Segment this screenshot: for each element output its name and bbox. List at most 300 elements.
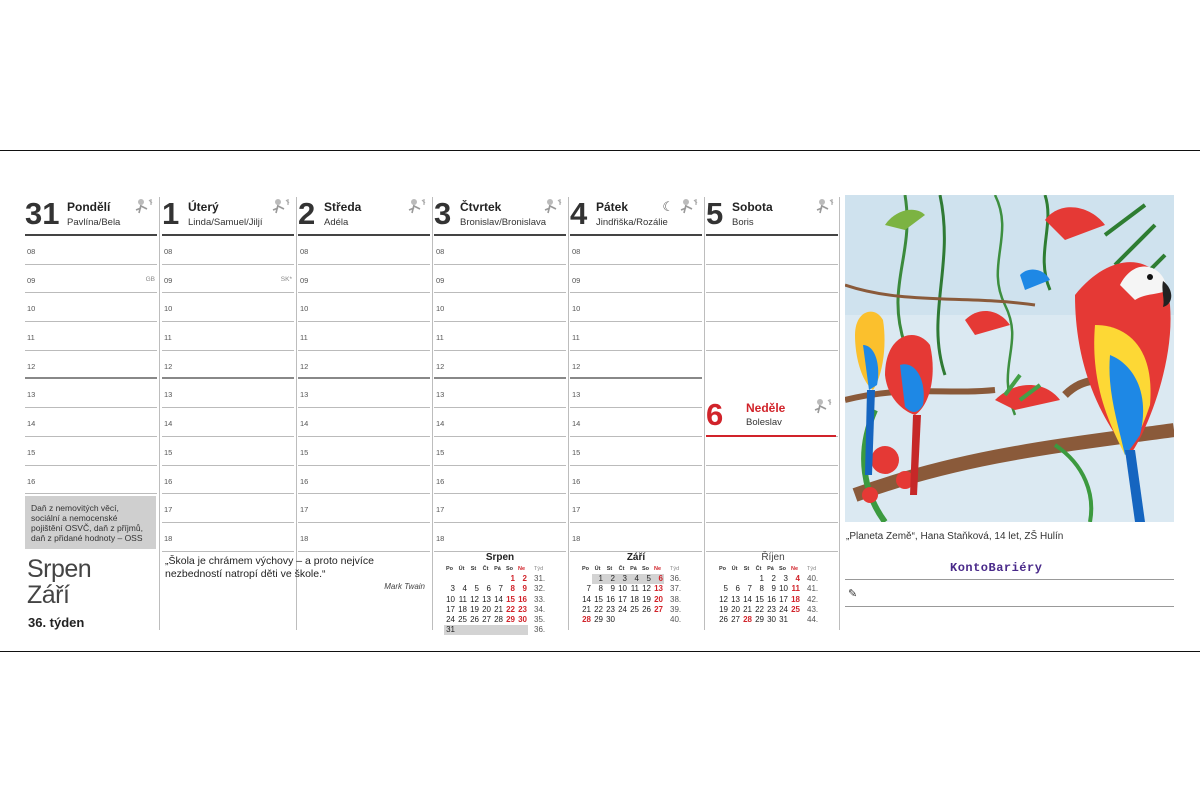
hour-label: 09 [164, 275, 173, 285]
hour-label: 12 [436, 361, 445, 371]
hour-slot[interactable] [570, 351, 702, 380]
weekday-header: Ne [517, 566, 526, 572]
hour-slot[interactable] [570, 236, 702, 265]
hour-label: 12 [164, 361, 173, 371]
date-cell [480, 574, 492, 584]
date-cell: 7 [747, 584, 752, 594]
hour-slot[interactable] [706, 466, 838, 495]
date-cell: 26 [719, 615, 728, 625]
current-month: Srpen [27, 555, 92, 583]
date-cell: 5 [640, 574, 652, 584]
week-number-cell: 40. [670, 615, 682, 625]
hour-slot[interactable] [162, 494, 294, 523]
hour-slot[interactable] [162, 265, 294, 294]
date-cell: 12 [719, 594, 728, 604]
week-number-cell: 36. [534, 625, 546, 635]
hour-slot[interactable] [298, 408, 430, 437]
date-cell: 13 [731, 594, 740, 604]
date-cell [640, 615, 652, 625]
mini-calendar-title: Srpen [485, 552, 515, 563]
date-cell: 13 [654, 584, 663, 594]
hour-label: 16 [164, 476, 173, 486]
weekday-header: Čt [482, 566, 489, 572]
date-cell: 14 [582, 594, 591, 604]
hour-slot[interactable] [434, 437, 566, 466]
date-cell: 9 [522, 584, 527, 594]
page-bottom-rule [0, 651, 1200, 652]
hour-slot[interactable] [434, 351, 566, 380]
virgo-zodiac-icon [542, 197, 564, 215]
hour-slot[interactable] [25, 265, 157, 294]
hour-slot[interactable] [434, 466, 566, 495]
day-name: Neděle [746, 401, 786, 415]
hour-label: 10 [300, 304, 309, 314]
weekday-header: Po [445, 566, 454, 572]
date-cell: 27 [482, 615, 491, 625]
virgo-zodiac-icon [133, 197, 155, 215]
date-cell: 1 [592, 574, 604, 584]
hour-slot[interactable] [706, 437, 838, 466]
date-cell: 30 [518, 615, 527, 625]
date-cell: 16 [606, 594, 615, 604]
date-cell: 28 [494, 615, 503, 625]
hour-slot[interactable] [570, 293, 702, 322]
day-number: 3 [434, 196, 452, 231]
hour-label: 11 [300, 333, 308, 343]
hour-label: 15 [27, 447, 36, 457]
column-divider [159, 197, 160, 630]
date-cell: 15 [755, 594, 764, 604]
date-cell: 23 [767, 604, 776, 614]
week-number-cell: 36. [670, 574, 682, 584]
date-cell: 11 [630, 584, 639, 594]
date-cell: 14 [743, 594, 752, 604]
date-cell: 26 [642, 604, 651, 614]
day-number: 6 [706, 397, 724, 432]
week-number-cell: 34. [534, 604, 546, 614]
quote-author: Mark Twain [384, 582, 425, 591]
hour-slot[interactable] [570, 408, 702, 437]
mini-calendar-grid [717, 564, 829, 625]
parrots-artwork-image [845, 195, 1174, 522]
hour-label: 11 [164, 333, 172, 343]
date-cell: 17 [779, 594, 788, 604]
hour-slot[interactable] [25, 466, 157, 495]
hour-slot[interactable] [25, 236, 157, 265]
hour-rows [706, 236, 838, 552]
hour-label: 17 [572, 505, 581, 515]
hour-slot[interactable] [298, 265, 430, 294]
hour-slot[interactable] [706, 494, 838, 523]
date-cell: 17 [618, 594, 627, 604]
date-cell: 4 [795, 574, 800, 584]
page-top-rule [0, 150, 1200, 151]
mini-calendar-grid [444, 564, 556, 635]
hour-label: 13 [27, 390, 36, 400]
day-column[interactable] [434, 195, 566, 550]
tax-deadline-note: Daň z nemovitých věcí, sociální a nemocenské pojištění OSVČ, daň z příjmů, daň z přidané hodnoty – OSS [25, 496, 156, 549]
hour-label: 15 [436, 447, 445, 457]
date-cell: 17 [446, 604, 455, 614]
date-cell: 11 [458, 594, 467, 604]
week-number-cell: 38. [670, 594, 682, 604]
date-cell: 10 [618, 584, 627, 594]
hour-rows [298, 236, 430, 552]
hour-slot[interactable] [434, 523, 566, 552]
weekday-header: Ne [653, 566, 662, 572]
week-number-cell: 32. [534, 584, 546, 594]
hour-slot[interactable] [434, 494, 566, 523]
hour-label: 13 [572, 390, 581, 400]
hour-label: 16 [27, 476, 36, 486]
weekday-header: Po [718, 566, 727, 572]
hour-slot[interactable] [298, 351, 430, 380]
hour-slot[interactable] [706, 236, 838, 265]
hour-slot[interactable] [298, 437, 430, 466]
hour-label: 18 [300, 533, 309, 543]
date-cell: 22 [506, 604, 515, 614]
hour-slot[interactable] [570, 379, 702, 408]
date-cell: 29 [594, 615, 603, 625]
date-cell: 25 [630, 604, 639, 614]
hour-label: 08 [300, 247, 309, 256]
date-cell: 12 [470, 594, 479, 604]
column-divider [432, 197, 433, 630]
konto-bariery-logo: KontoBariéry [950, 561, 1043, 575]
date-cell [492, 574, 504, 584]
day-header [25, 195, 157, 236]
note-line [845, 606, 1174, 607]
date-cell: 27 [654, 604, 663, 614]
date-cell: 22 [755, 604, 764, 614]
hour-slot[interactable] [162, 408, 294, 437]
date-cell: 4 [462, 584, 467, 594]
name-day: Bronislav/Bronislava [460, 217, 547, 228]
hour-rows [434, 236, 566, 552]
day-header [570, 195, 702, 236]
date-cell: 4 [628, 574, 640, 584]
week-number-cell: 44. [807, 615, 819, 625]
date-cell: 1 [759, 574, 764, 584]
day-name: Čtvrtek [460, 200, 502, 214]
hour-slot[interactable] [162, 379, 294, 408]
hour-slot[interactable] [162, 437, 294, 466]
date-cell: 19 [470, 604, 479, 614]
hour-slot[interactable] [298, 236, 430, 265]
date-cell [729, 574, 741, 584]
date-cell: 22 [594, 604, 603, 614]
date-cell: 6 [735, 584, 740, 594]
date-cell [468, 574, 480, 584]
weekday-header: St [606, 566, 613, 572]
mini-calendar-rijen [717, 552, 829, 625]
date-cell: 18 [791, 594, 800, 604]
hour-label: 12 [27, 361, 36, 371]
hour-label: 10 [27, 304, 36, 314]
hour-slot[interactable] [434, 265, 566, 294]
day-header [298, 195, 430, 236]
column-divider [568, 197, 569, 630]
hour-rows [25, 236, 157, 494]
date-cell: 1 [510, 574, 515, 584]
date-cell: 10 [446, 594, 455, 604]
date-cell: 2 [604, 574, 616, 584]
hour-label: 14 [436, 419, 445, 429]
date-cell: 19 [642, 594, 651, 604]
week-number-cell: 39. [670, 604, 682, 614]
date-cell: 9 [610, 584, 615, 594]
date-cell: 3 [783, 574, 788, 584]
name-day: Jindřiška/Rozálie [596, 217, 668, 228]
hour-label: 14 [300, 419, 309, 429]
week-number-cell: 41. [807, 584, 819, 594]
hour-label: 18 [164, 533, 173, 543]
date-cell [516, 625, 528, 635]
hour-slot[interactable] [570, 322, 702, 351]
day-column[interactable] [570, 195, 702, 550]
date-cell: 23 [518, 604, 527, 614]
day-header [434, 195, 566, 236]
day-name: Středa [324, 200, 362, 214]
hour-label: 15 [164, 447, 173, 457]
weekday-header: So [641, 566, 650, 572]
hour-label: 09 [300, 275, 309, 285]
hour-label: 17 [436, 505, 445, 515]
weekday-header: Pá [630, 566, 637, 572]
hour-slot[interactable] [570, 523, 702, 552]
hour-slot[interactable] [570, 466, 702, 495]
column-divider [839, 197, 840, 630]
hour-slot[interactable] [25, 379, 157, 408]
virgo-zodiac-icon [678, 197, 700, 215]
hour-label: 09 [27, 275, 36, 285]
weekday-header: St [743, 566, 750, 572]
hour-label: 14 [164, 419, 173, 429]
date-cell [580, 574, 592, 584]
date-cell: 13 [482, 594, 491, 604]
hour-label: 13 [164, 390, 173, 400]
hour-slot[interactable] [25, 322, 157, 351]
day-number: 2 [298, 196, 316, 231]
hour-slot[interactable] [25, 293, 157, 322]
date-cell: 8 [759, 584, 764, 594]
hour-label: 08 [27, 247, 36, 256]
hour-label: 12 [300, 361, 309, 371]
date-cell [492, 625, 504, 635]
date-cell [468, 625, 480, 635]
date-cell: 31 [444, 625, 456, 635]
date-cell: 8 [598, 584, 603, 594]
date-cell: 27 [731, 615, 740, 625]
hour-slot[interactable] [298, 293, 430, 322]
date-cell: 19 [719, 604, 728, 614]
date-cell: 28 [582, 615, 591, 625]
date-cell: 30 [767, 615, 776, 625]
name-day: Boris [732, 217, 754, 228]
name-day: Pavlína/Bela [67, 217, 121, 228]
day-sunday[interactable] [706, 395, 836, 437]
column-divider [704, 197, 705, 630]
holiday-country-tag: GB [145, 275, 155, 283]
hour-slot[interactable] [434, 236, 566, 265]
day-column[interactable] [706, 195, 838, 550]
hour-slot[interactable] [162, 322, 294, 351]
hour-label: 11 [572, 333, 580, 343]
hour-label: 10 [436, 304, 445, 314]
hour-slot[interactable] [298, 494, 430, 523]
weekday-header: Pá [767, 566, 774, 572]
date-cell: 30 [606, 615, 615, 625]
date-cell: 21 [582, 604, 591, 614]
hour-label: 12 [572, 361, 581, 371]
day-name: Sobota [732, 200, 773, 214]
week-number-cell: 35. [534, 615, 546, 625]
mini-calendar-grid [580, 564, 692, 625]
hour-slot[interactable] [570, 265, 702, 294]
date-cell: 21 [494, 604, 503, 614]
date-cell: 24 [618, 604, 627, 614]
date-cell: 31 [779, 615, 788, 625]
virgo-zodiac-icon [814, 197, 836, 215]
date-cell: 20 [482, 604, 491, 614]
date-cell: 10 [779, 584, 788, 594]
day-name: Pondělí [67, 200, 111, 214]
hour-label: 08 [164, 247, 173, 256]
week-number-cell: 31. [534, 574, 546, 584]
name-day: Adéla [324, 217, 349, 228]
hour-slot[interactable] [706, 351, 838, 380]
date-cell: 29 [506, 615, 515, 625]
note-line [845, 579, 1174, 580]
hour-slot[interactable] [298, 379, 430, 408]
mini-calendar-srpen [444, 552, 556, 635]
weekday-header: Po [581, 566, 590, 572]
hour-slot[interactable] [570, 437, 702, 466]
hour-label: 15 [300, 447, 309, 457]
hour-label: 11 [27, 333, 35, 343]
virgo-zodiac-icon [406, 197, 428, 215]
hour-slot[interactable] [162, 523, 294, 552]
hour-label: 10 [164, 304, 173, 314]
date-cell: 29 [755, 615, 764, 625]
date-cell [480, 625, 492, 635]
date-cell: 11 [791, 584, 800, 594]
date-cell [789, 615, 801, 625]
hour-label: 13 [436, 390, 445, 400]
hour-slot[interactable] [706, 523, 838, 552]
date-cell [741, 574, 753, 584]
hour-slot[interactable] [25, 408, 157, 437]
day-name: Pátek [596, 200, 629, 214]
day-header [706, 195, 838, 236]
week-number-cell: 40. [807, 574, 819, 584]
hour-slot[interactable] [570, 494, 702, 523]
date-cell: 15 [594, 594, 603, 604]
date-cell: 24 [446, 615, 455, 625]
hour-slot[interactable] [706, 322, 838, 351]
hour-slot[interactable] [162, 466, 294, 495]
hour-slot[interactable] [434, 322, 566, 351]
hour-slot[interactable] [25, 351, 157, 380]
weekday-header: Út [731, 566, 738, 572]
weekday-header: Týd [534, 566, 544, 572]
virgo-zodiac-icon [270, 197, 292, 215]
date-cell: 6 [486, 584, 491, 594]
date-cell: 16 [767, 594, 776, 604]
hour-rows [570, 236, 702, 552]
name-day: Boleslav [746, 417, 782, 428]
hour-label: 18 [436, 533, 445, 543]
hour-label: 13 [300, 390, 309, 400]
hour-label: 08 [572, 247, 581, 256]
date-cell [616, 615, 628, 625]
weekday-header: Týd [807, 566, 817, 572]
date-cell [717, 574, 729, 584]
hour-slot[interactable] [298, 466, 430, 495]
weekday-header: Týd [670, 566, 680, 572]
mini-calendar-zari [580, 552, 692, 625]
date-cell [444, 574, 456, 584]
week-number: 36. týden [28, 615, 85, 630]
hour-slot[interactable] [162, 236, 294, 265]
hour-slot[interactable] [298, 523, 430, 552]
week-number-cell: 43. [807, 604, 819, 614]
hour-slot[interactable] [25, 437, 157, 466]
hour-label: 17 [300, 505, 309, 515]
weekday-header: Út [594, 566, 601, 572]
hour-label: 16 [300, 476, 309, 486]
hour-slot[interactable] [162, 293, 294, 322]
day-column[interactable] [162, 195, 294, 550]
date-cell: 3 [616, 574, 628, 584]
virgo-zodiac-icon [812, 397, 834, 415]
weekday-header: So [778, 566, 787, 572]
date-cell: 5 [723, 584, 728, 594]
date-cell: 18 [630, 594, 639, 604]
holiday-country-tag: SK* [280, 275, 292, 283]
date-cell: 25 [458, 615, 467, 625]
artwork-caption: „Planeta Země“, Hana Staňková, 14 let, ZŠ Hulín [846, 531, 1064, 542]
date-cell: 3 [450, 584, 455, 594]
hour-slot[interactable] [434, 408, 566, 437]
hour-label: 11 [436, 333, 444, 343]
hour-label: 17 [164, 505, 173, 515]
hour-label: 14 [27, 419, 36, 429]
day-column[interactable] [298, 195, 430, 550]
date-cell: 25 [791, 604, 800, 614]
weekday-header: Ne [790, 566, 799, 572]
date-cell [504, 625, 516, 635]
weekday-header: So [505, 566, 514, 572]
date-cell: 12 [642, 584, 651, 594]
hour-slot[interactable] [706, 293, 838, 322]
hour-slot[interactable] [434, 293, 566, 322]
weekday-header: Čt [618, 566, 625, 572]
day-header [162, 195, 294, 236]
hour-label: 16 [436, 476, 445, 486]
quote-text: „Škola je chrámem výchovy – a proto nejvíce nezbedností natropí děti ve škole.“ [165, 555, 374, 580]
hour-slot[interactable] [298, 322, 430, 351]
hour-slot[interactable] [434, 379, 566, 408]
hour-slot[interactable] [706, 265, 838, 294]
mini-calendar-title: Říjen [761, 552, 785, 563]
date-cell: 21 [743, 604, 752, 614]
weekday-header: Pá [494, 566, 501, 572]
date-cell: 2 [522, 574, 527, 584]
next-month: Září [27, 581, 70, 609]
hour-slot[interactable] [162, 351, 294, 380]
date-cell: 9 [771, 584, 776, 594]
